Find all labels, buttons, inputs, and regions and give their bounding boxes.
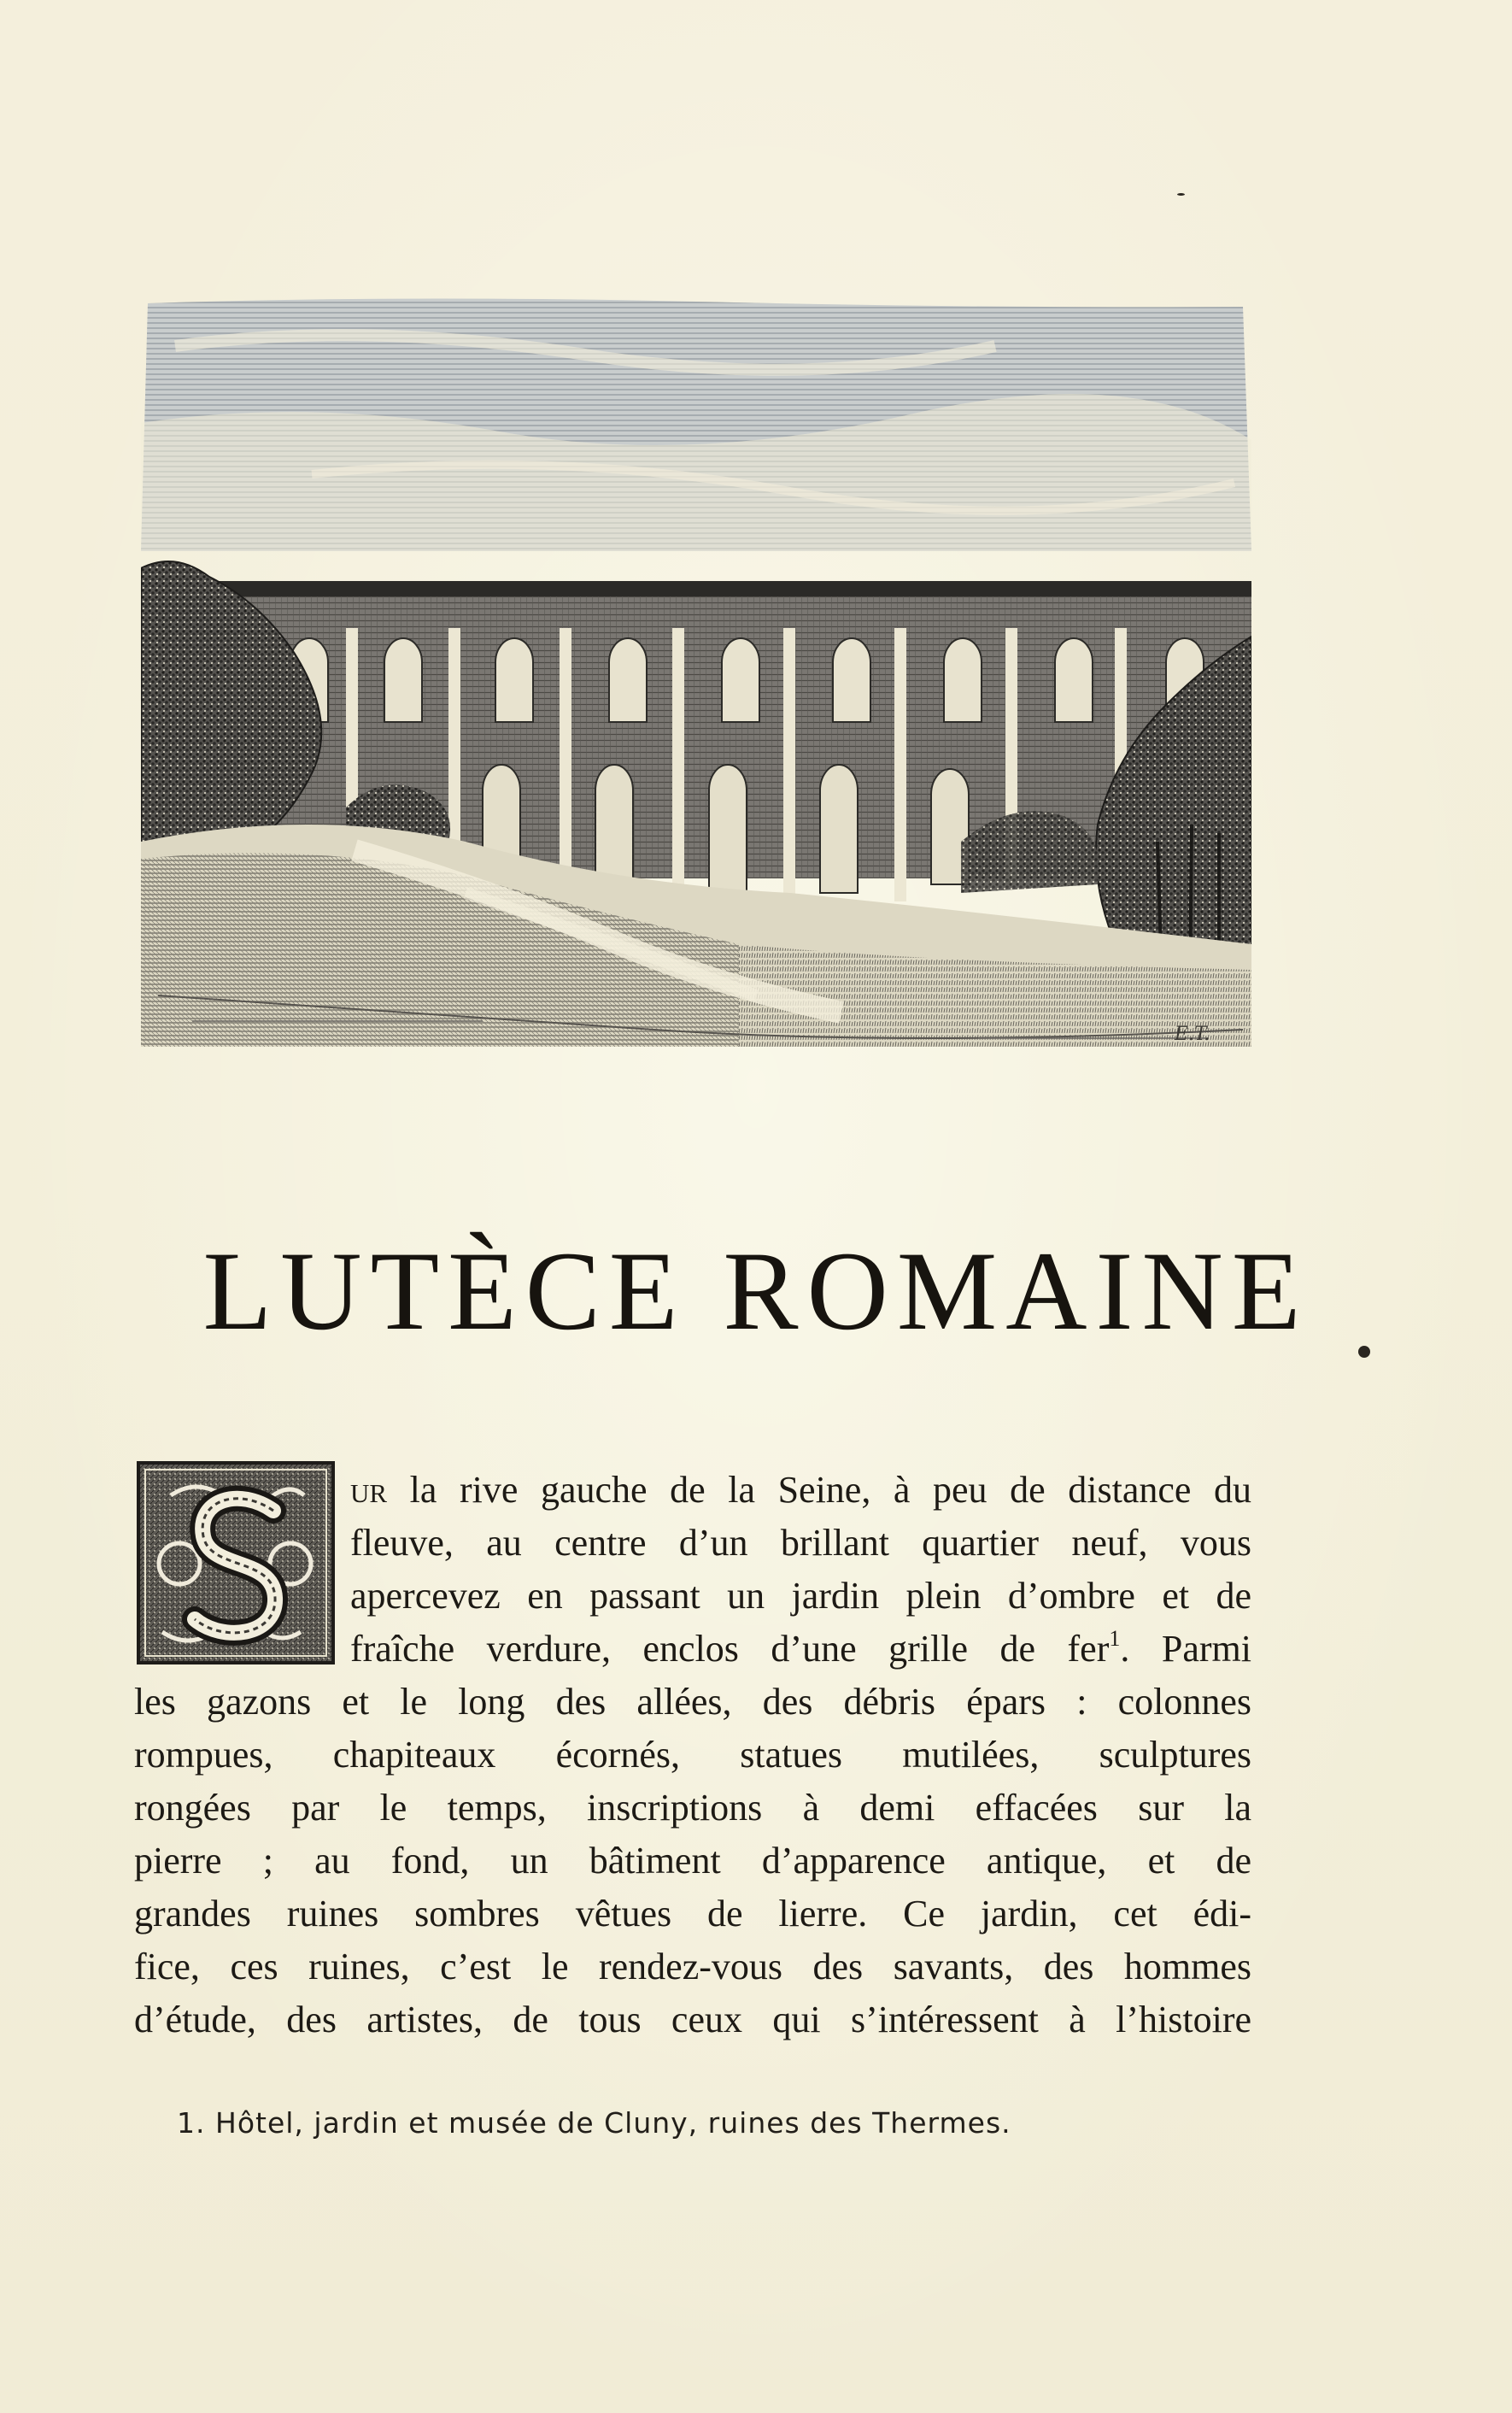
text-line: fleuve, au centre d’un brillant quartier neuf, vous [350,1522,1251,1564]
text-line: les gazons et le long des allées, des débris épars : colonnes [134,1681,1251,1723]
drop-cap-continuation: ur [350,1469,388,1511]
text-line: fraîche verdure, enclos d’une grille de fer$^1$. Parmi [350,1626,1251,1670]
text-line: apercevez en passant un jardin plein d’ombre et de [350,1575,1251,1617]
text-line: grandes ruines sombres vêtues de lierre. Ce jardin, cet édi- [134,1893,1251,1935]
footnote-text: Hôtel, jardin et musée de Cluny, ruines des Thermes. [215,2106,1011,2140]
text-line: fice, ces ruines, c’est le rendez-vous des savants, des hommes [134,1946,1251,1987]
text-line: ur la rive gauche de la Seine, à peu de distance du [350,1469,1251,1511]
text-line: rompues, chapiteaux écornés, statues mutilées, sculptures [134,1734,1251,1776]
footnote-ref[interactable]: 1 [1109,1626,1121,1651]
footnote-number: 1. [177,2106,206,2140]
chapter-title: LUTÈCE ROMAINE [202,1228,1310,1353]
text-line: pierre ; au fond, un bâtiment d’apparence antique, et de [134,1840,1251,1882]
text-line: d’étude, des artistes, de tous ceux qui s’intéressent à l’histoire [134,1999,1251,2040]
footnote [177,2106,1245,2140]
text-line: rongées par le temps, inscriptions à demi effacées sur la [134,1787,1251,1829]
engraver-signature: E.T. [1175,1024,1210,1045]
